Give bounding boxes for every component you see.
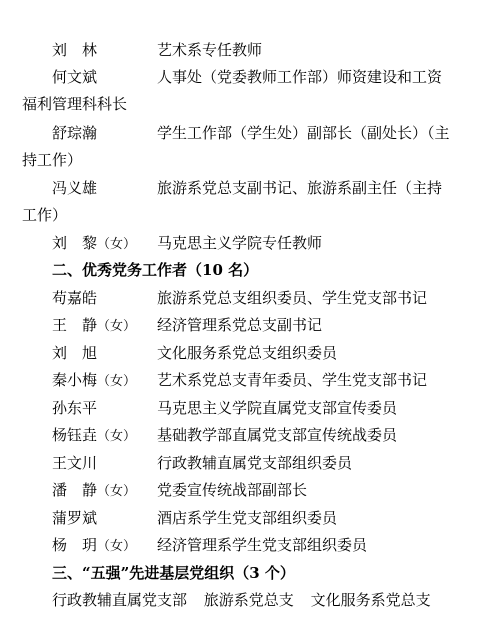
person-role: 马克思主义学院直属党支部宣传委员 [157,399,398,417]
section-heading: 二、优秀党务工作者（10 名） [52,261,259,279]
person-role: 基础教学部直属党支部宣传统战委员 [157,426,398,444]
person-role: 文化服务系党总支组织委员 [157,344,338,362]
person-role: 行政教辅直属党支部组织委员 [157,454,353,472]
person-name: 冯义雄 [52,179,98,197]
person-name: 舒琮瀚 [52,124,98,142]
person-name: 王文川 [52,454,98,472]
person-role: 学生工作部（学生处）副部长（副处长）（主 [157,124,450,142]
unit-name: 旅游系党总支 [203,591,294,609]
person-name: 王 静（女） [52,316,137,334]
person-role: 马克思主义学院专任教师 [157,234,323,252]
person-role-continued: 福利管理科科长 [22,95,128,113]
person-role: 党委宣传统战部副部长 [157,481,308,499]
person-role: 旅游系党总支组织委员、学生党支部书记 [157,289,428,307]
unit-name: 行政教辅直属党支部 [52,591,188,609]
person-role-continued: 工作） [22,206,68,224]
list-item [0,64,499,118]
unit-name: 文化服务系党总支 [310,591,431,609]
person-name: 刘 黎（女） [52,234,137,252]
person-name: 刘 林 [52,41,98,59]
person-role: 人事处（党委教师工作部）师资建设和工资 [157,68,443,86]
person-name: 杨 玥（女） [52,536,137,554]
person-role: 经济管理系学生党支部组织委员 [157,536,368,554]
person-name: 刘 旭 [52,344,98,362]
list-item [0,175,499,229]
person-name: 苟嘉皓 [52,289,98,307]
unit-list [52,587,443,614]
list-item [0,120,499,174]
person-role: 旅游系党总支副书记、旅游系副主任（主持 [157,179,443,197]
person-name: 何文斌 [52,68,98,86]
person-name: 蒲罗斌 [52,509,98,527]
person-role: 酒店系学生党支部组织委员 [157,509,338,527]
person-role-continued: 持工作） [22,151,83,169]
person-name: 孙东平 [52,399,98,417]
person-name: 杨钰垚（女） [52,426,137,444]
person-role: 经济管理系党总支副书记 [157,316,323,334]
person-role: 艺术系党总支青年委员、学生党支部书记 [157,371,428,389]
person-role: 艺术系专任教师 [157,41,263,59]
person-name: 秦小梅（女） [52,371,137,389]
person-name: 潘 静（女） [52,481,137,499]
section-heading: 三、“五强”先进基层党组织（3 个） [52,564,295,582]
